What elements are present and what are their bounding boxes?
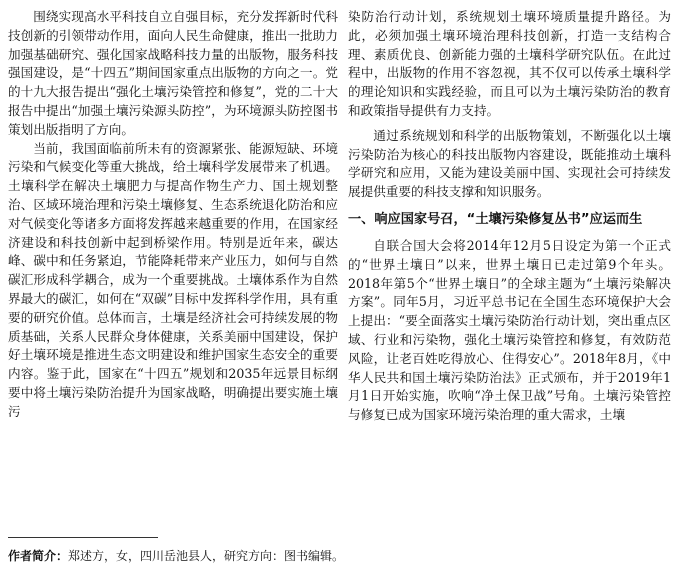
paragraph: 通过系统规划和科学的出版物策划，不断强化以土壤污染防治为核心的科技出版物内容建设，既能推动土壤科学研究和应用，又能为建设美丽中国、实现社会可持续发展提供重要的科技支撑和知识服务。 — [348, 127, 671, 200]
footnote-label: 作者简介： — [8, 549, 69, 563]
author-footnote — [8, 548, 668, 564]
footnote-text: 郑述方，女，四川岳池县人，研究方向：图书编辑。 — [68, 549, 345, 563]
paragraph: 染防治行动计划，系统规划土壤环境质量提升路径。为此，必须加强土壤环境治理科技创新，打造一支结构合理、素质优良、创新能力强的土壤科学研究队伍。在此过程中，出版物的作用不容忽视，其不仅可以传承土壤科学的理论知识和实践经验，而且可以为土壤污染防治的教育和政策指导提供有力支持。 — [348, 9, 671, 118]
right-column — [348, 8, 671, 425]
paragraph: 自联合国大会将2014年12月5日设定为第一个正式的“世界土壤日”以来，世界土壤日已走过第9个年头。2018年第5个“世界土壤日”的全球主题为“土壤污染解决方案”。同年5月，习近平总书记在全国生态环境保护大会上提出：“要全面落实土壤污染防治行动计划，突出重点区域、行业和污染物，强化土壤污染管控和修复，有效防范风险，让老百姓吃得放心、住得安心”。2018年8月，《中华人民共和国土壤污染防治法》正式颁布，并于2019年1月1日开始实施，吹响“净土保卫战”号角。土壤污染管控与修复已成为国家环境污染治理的重大需求，土壤 — [348, 237, 671, 423]
left-column — [8, 8, 338, 422]
footnote-divider — [8, 537, 158, 538]
paragraph: 当前，我国面临前所未有的资源紧张、能源短缺、环境污染和气候变化等重大挑战，给土壤科学发展带来了机遇。土壤科学在解决土壤肥力与提高作物生产力、国土规划整治、区域环境治理和污染土壤修复、生态系统退化防治和应对气候变化等诸多方面将发挥越来越重要的作用，在国家经济建设和科技创新中起到桥梁作用。特别是近年来，碳达峰、碳中和任务紧迫，节能降耗带来产业压力，如何与自然碳汇形成科学耦合，成为一个重要挑战。土壤体系作为自然界最大的碳汇，如何在“双碳”目标中发挥科学作用，具有重要的研究价值。总体而言，土壤是经济社会可持续发展的物质基础，关系人民群众身体健康，关系美丽中国建设，保护好土壤环境是推进生态文明建设和维护国家生态安全的重要内容。鉴于此，国家在“十四五”规划和2035年远景目标纲要中将土壤污染防治提升为国家战略，明确提出要实施土壤污 — [8, 140, 338, 419]
paragraph: 围绕实现高水平科技自立自强目标，充分发挥新时代科技创新的引领带动作用，面向人民生命健康，推出一批助力加强基础研究、强化国家战略科技力量的出版物，服务科技强国建设，是“十四五”期间国家重点出版物的方向之一。党的十九大报告提出“强化土壤污染管控和修复”，党的二十大报告中提出“加强土壤污染源头防控”，为环境源头防控图书策划出版指明了方向。 — [8, 9, 338, 137]
section-heading: 一、响应国家号召，“土壤污染修复丛书”应运而生 — [348, 211, 643, 227]
